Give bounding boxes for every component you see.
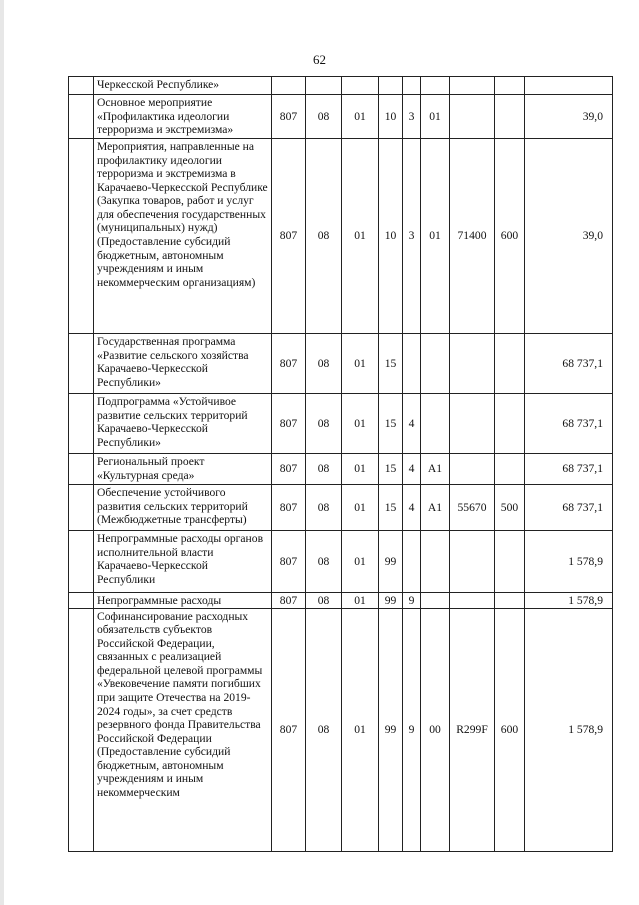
code-section: 08 (306, 95, 342, 139)
row-name: Мероприятия, направленные на профилактику идеологии терроризма и экстремизма в Карачаево-Черкесской Республике (Закупка товаров, работ и услуг для обеспечения государственных (муниципальных) нужд) (Предоставление субсидий бюджетным, автономным учреждениям и иным некоммерческим организациям) (94, 139, 272, 334)
amount: 68 737,1 (525, 485, 613, 531)
row-margin-cell (69, 77, 94, 95)
code-subprogram: 9 (403, 608, 421, 851)
code-direction (450, 454, 495, 485)
code-program (379, 77, 403, 95)
amount: 1 578,9 (525, 593, 613, 609)
row-name: Региональный проект «Культурная среда» (94, 454, 272, 485)
code-subprogram (403, 334, 421, 394)
code-event (421, 531, 450, 593)
code-program: 15 (379, 454, 403, 485)
code-event (421, 77, 450, 95)
code-subprogram: 4 (403, 454, 421, 485)
code-expense-type (495, 394, 525, 454)
code-expense-type: 500 (495, 485, 525, 531)
code-subprogram (403, 77, 421, 95)
table-row (69, 139, 613, 334)
amount (525, 77, 613, 95)
code-section: 08 (306, 334, 342, 394)
row-name: Софинансирование расходных обязательств субъектов Российской Федерации, связанных с реализацией федеральной целевой программы «Увековечение памяти погибших при защите Отечества на 2019-2024 годы», за счет средств резервного фонда Правительства Российской Федерации (Предоставление субсидий бюджетным, автономным учреждениям и иным некоммерческим (94, 608, 272, 851)
row-name: Черкесской Республике» (94, 77, 272, 95)
code-program: 15 (379, 334, 403, 394)
row-margin-cell (69, 454, 94, 485)
row-margin-cell (69, 485, 94, 531)
code-direction (450, 593, 495, 609)
code-subprogram: 9 (403, 593, 421, 609)
code-section: 08 (306, 394, 342, 454)
code-ministry: 807 (272, 394, 306, 454)
code-program: 99 (379, 608, 403, 851)
scan-edge (0, 0, 4, 905)
code-ministry: 807 (272, 454, 306, 485)
code-event (421, 394, 450, 454)
code-section: 08 (306, 485, 342, 531)
code-subsection (342, 77, 379, 95)
table-row (69, 485, 613, 531)
code-direction (450, 531, 495, 593)
budget-table (68, 76, 613, 852)
code-ministry: 807 (272, 485, 306, 531)
code-event: 01 (421, 139, 450, 334)
code-direction (450, 95, 495, 139)
row-name: Государственная программа «Развитие сельского хозяйства Карачаево-Черкесской Республики» (94, 334, 272, 394)
row-margin-cell (69, 334, 94, 394)
row-name: Подпрограмма «Устойчивое развитие сельских территорий Карачаево-Черкесской Республики» (94, 394, 272, 454)
code-event (421, 334, 450, 394)
table-row (69, 608, 613, 851)
amount: 68 737,1 (525, 334, 613, 394)
code-expense-type (495, 95, 525, 139)
amount: 1 578,9 (525, 608, 613, 851)
code-program: 15 (379, 485, 403, 531)
code-subprogram: 3 (403, 139, 421, 334)
row-margin-cell (69, 139, 94, 334)
code-ministry: 807 (272, 593, 306, 609)
code-ministry: 807 (272, 608, 306, 851)
code-section: 08 (306, 454, 342, 485)
code-event: 01 (421, 95, 450, 139)
code-section: 08 (306, 139, 342, 334)
code-subsection: 01 (342, 608, 379, 851)
code-program: 15 (379, 394, 403, 454)
code-direction (450, 394, 495, 454)
code-event: 00 (421, 608, 450, 851)
page-number: 62 (313, 52, 326, 67)
code-event (421, 593, 450, 609)
code-expense-type (495, 77, 525, 95)
code-ministry: 807 (272, 334, 306, 394)
code-section: 08 (306, 593, 342, 609)
code-expense-type (495, 531, 525, 593)
code-subsection: 01 (342, 593, 379, 609)
code-direction (450, 77, 495, 95)
row-name: Непрограммные расходы (94, 593, 272, 609)
code-subsection: 01 (342, 454, 379, 485)
table-row (69, 454, 613, 485)
row-margin-cell (69, 95, 94, 139)
code-subprogram (403, 531, 421, 593)
code-expense-type: 600 (495, 139, 525, 334)
code-subprogram: 3 (403, 95, 421, 139)
code-ministry (272, 77, 306, 95)
row-margin-cell (69, 593, 94, 609)
code-subprogram: 4 (403, 485, 421, 531)
table-row (69, 394, 613, 454)
table-row (69, 334, 613, 394)
code-ministry: 807 (272, 139, 306, 334)
code-ministry: 807 (272, 95, 306, 139)
row-margin-cell (69, 608, 94, 851)
table-row (69, 77, 613, 95)
code-subsection: 01 (342, 394, 379, 454)
code-direction: R299F (450, 608, 495, 851)
row-name: Непрограммные расходы органов исполнительной власти Карачаево-Черкесской Республики (94, 531, 272, 593)
code-section: 08 (306, 608, 342, 851)
row-name: Основное мероприятие «Профилактика идеологии терроризма и экстремизма» (94, 95, 272, 139)
table-row (69, 593, 613, 609)
code-expense-type (495, 334, 525, 394)
code-subsection: 01 (342, 485, 379, 531)
table-row (69, 531, 613, 593)
code-direction: 55670 (450, 485, 495, 531)
amount: 1 578,9 (525, 531, 613, 593)
code-section (306, 77, 342, 95)
code-section: 08 (306, 531, 342, 593)
amount: 68 737,1 (525, 394, 613, 454)
code-subsection: 01 (342, 139, 379, 334)
amount: 39,0 (525, 139, 613, 334)
row-margin-cell (69, 531, 94, 593)
amount: 68 737,1 (525, 454, 613, 485)
code-subsection: 01 (342, 95, 379, 139)
code-program: 99 (379, 593, 403, 609)
code-event: A1 (421, 485, 450, 531)
table-row (69, 95, 613, 139)
amount: 39,0 (525, 95, 613, 139)
code-direction: 71400 (450, 139, 495, 334)
row-name: Обеспечение устойчивого развития сельских территорий (Межбюджетные трансферты) (94, 485, 272, 531)
code-ministry: 807 (272, 531, 306, 593)
code-expense-type (495, 593, 525, 609)
code-expense-type (495, 454, 525, 485)
row-margin-cell (69, 394, 94, 454)
code-expense-type: 600 (495, 608, 525, 851)
code-subsection: 01 (342, 334, 379, 394)
code-program: 99 (379, 531, 403, 593)
code-subprogram: 4 (403, 394, 421, 454)
code-program: 10 (379, 139, 403, 334)
code-event: A1 (421, 454, 450, 485)
code-subsection: 01 (342, 531, 379, 593)
code-direction (450, 334, 495, 394)
code-program: 10 (379, 95, 403, 139)
